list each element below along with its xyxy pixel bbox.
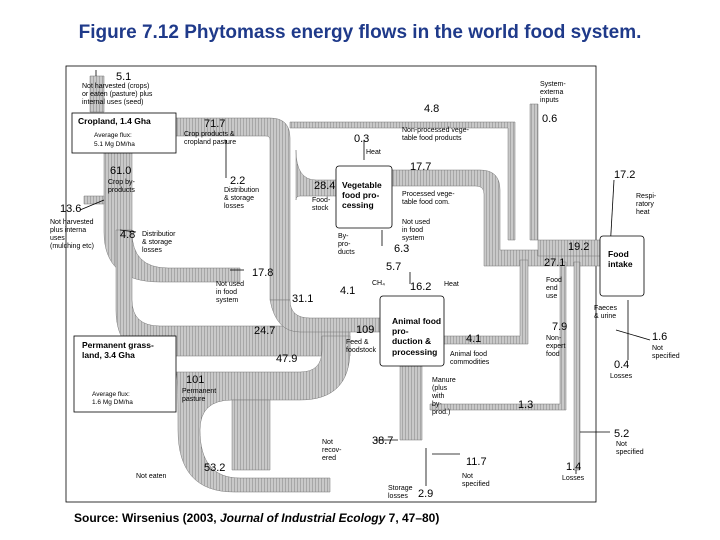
animal-title-4: processing bbox=[392, 347, 438, 357]
label-processed-veg-2: table food com. bbox=[402, 199, 450, 206]
label-not-used-3: system bbox=[216, 297, 239, 304]
label-crop-products-2: cropland pasture bbox=[184, 139, 237, 146]
caption-journal: Journal of Industrial Ecology bbox=[219, 511, 386, 525]
flow-band-animal-commod bbox=[444, 260, 528, 344]
label-crop-products-1: Crop products & bbox=[184, 131, 235, 138]
animal-title-1: Animal food bbox=[392, 316, 442, 326]
label-heat-b: Heat bbox=[444, 281, 459, 288]
label-manure-1: Manure bbox=[432, 377, 456, 384]
label-dist-losses-b-3: losses bbox=[142, 247, 162, 254]
animal-title-2: pro- bbox=[392, 326, 409, 336]
label-crop-by-1: Crop by- bbox=[108, 179, 135, 186]
animal-box bbox=[380, 296, 444, 366]
figure-title: Figure 7.12 Phytomass energy flows in the world food system. bbox=[78, 22, 642, 43]
value-7-9: 7.9 bbox=[552, 321, 568, 333]
label-feed-foodstock-1: Feed & bbox=[346, 339, 369, 346]
grassland-sub-1: Average flux: bbox=[92, 391, 130, 398]
label-non-expert-3: food bbox=[546, 351, 560, 358]
label-system-ext-2: externa bbox=[540, 89, 564, 96]
value-0-4: 0.4 bbox=[614, 359, 630, 371]
label-not-specified-a-2: specified bbox=[652, 353, 680, 360]
value-38-7: 38.7 bbox=[372, 435, 394, 447]
label-not-harvested-1: Not harvested (crops) bbox=[82, 83, 150, 90]
label-not-harvested2-3: uses bbox=[50, 235, 65, 242]
cropland-box bbox=[72, 113, 176, 153]
label-not-used-1: Not used bbox=[216, 281, 245, 288]
value-0-6: 0.6 bbox=[542, 113, 558, 125]
label-not-harvested2-2: plus interna bbox=[50, 227, 87, 234]
value-11-7: 11.7 bbox=[466, 456, 487, 468]
label-perm-pasture-2: pasture bbox=[182, 396, 206, 403]
value-5-7: 5.7 bbox=[386, 261, 402, 273]
label-food-end-use-1: Food bbox=[546, 277, 562, 284]
label-heat-a: Heat bbox=[366, 149, 381, 156]
label-resp-heat-3: heat bbox=[636, 209, 650, 216]
value-27-1: 27.1 bbox=[544, 257, 566, 269]
label-not-used-2: in food bbox=[216, 289, 238, 296]
caption-prefix: Source: Wirsenius (2003, bbox=[74, 511, 220, 525]
grassland-box bbox=[74, 336, 176, 412]
vegetable-title-1: Vegetable bbox=[342, 180, 382, 190]
flow-band-not-harvested-2 bbox=[84, 196, 104, 204]
label-manure-5: prod.) bbox=[432, 409, 451, 416]
grassland-title-1: Permanent grass- bbox=[82, 340, 154, 350]
label-losses-b: Losses bbox=[562, 475, 585, 482]
value-0-3: 0.3 bbox=[354, 133, 370, 145]
label-by-products-1: By- bbox=[338, 233, 349, 240]
value-4-8-a: 4.8 bbox=[120, 229, 136, 241]
value-1-4: 1.4 bbox=[566, 461, 582, 473]
animal-title-3: duction & bbox=[392, 336, 432, 346]
flow-band-losses bbox=[574, 262, 580, 470]
value-1-6: 1.6 bbox=[652, 331, 668, 343]
label-dist-losses-a-1: Distribution bbox=[224, 187, 260, 194]
value-47-9: 47.9 bbox=[276, 353, 298, 365]
flow-band-not-eaten bbox=[232, 400, 270, 470]
label-animal-commod-1: Animal food bbox=[450, 351, 487, 358]
label-not-harvested2-4: (mulching etc) bbox=[50, 243, 94, 250]
grassland-sub-2: 1.6 Mg DM/ha bbox=[92, 399, 133, 406]
label-not-harvested2-1: Not harvested bbox=[50, 219, 94, 226]
flow-band-external bbox=[530, 104, 538, 240]
value-1-3: 1.3 bbox=[518, 399, 534, 411]
label-not-used2-1: Not used bbox=[402, 219, 431, 226]
vegetable-box bbox=[336, 166, 392, 228]
vegetable-title-3: cessing bbox=[342, 200, 374, 210]
label-manure-3: with bbox=[432, 393, 445, 400]
label-processed-veg-1: Processed vege- bbox=[402, 191, 455, 198]
label-manure-4: by- bbox=[432, 401, 442, 408]
label-not-recov-2: recov- bbox=[322, 447, 342, 454]
label-system-ext-1: System- bbox=[540, 81, 566, 88]
value-61-0: 61.0 bbox=[110, 165, 132, 177]
label-ch4: CH₄ bbox=[372, 280, 385, 287]
label-storage-losses-1: Storage bbox=[388, 485, 413, 492]
value-4-1-a: 4.1 bbox=[340, 285, 356, 297]
label-non-expert-2: expert bbox=[546, 343, 566, 350]
value-17-2: 17.2 bbox=[614, 169, 636, 181]
label-dist-losses-a-3: losses bbox=[224, 203, 244, 210]
grassland-title-2: land, 3.4 Gha bbox=[82, 350, 135, 360]
label-not-specified-b-1: Not bbox=[462, 473, 473, 480]
label-not-recov-3: ered bbox=[322, 455, 337, 462]
intake-title-2: intake bbox=[608, 259, 633, 269]
label-not-specified-c-1: Not bbox=[616, 441, 627, 448]
value-28-4: 28.4 bbox=[314, 180, 336, 192]
label-losses: Losses bbox=[610, 373, 633, 380]
value-5-1: 5.1 bbox=[116, 71, 132, 83]
label-non-processed-1: Non-processed vege- bbox=[402, 127, 469, 134]
label-non-processed-2: table food products bbox=[402, 135, 462, 142]
value-19-2: 19.2 bbox=[568, 241, 590, 253]
label-feed-foodstock-2: foodstock bbox=[346, 347, 376, 354]
label-manure-2: (plus bbox=[432, 385, 448, 392]
value-24-7: 24.7 bbox=[254, 325, 276, 337]
vegetable-title-2: food pro- bbox=[342, 190, 380, 200]
value-31-1: 31.1 bbox=[292, 293, 314, 305]
value-5-2: 5.2 bbox=[614, 428, 630, 440]
value-6-3: 6.3 bbox=[394, 243, 410, 255]
cropland-title: Cropland, 1.4 Gha bbox=[78, 116, 151, 126]
label-not-used2-2: in food bbox=[402, 227, 424, 234]
label-not-harvested-3: internal uses (seed) bbox=[82, 99, 144, 106]
label-faeces-2: & urine bbox=[594, 313, 617, 320]
label-dist-losses-b-2: & storage bbox=[142, 239, 172, 246]
value-2-2: 2.2 bbox=[230, 175, 246, 187]
value-53-2: 53.2 bbox=[204, 462, 226, 474]
label-food-end-use-3: use bbox=[546, 293, 558, 300]
value-71-7: 71.7 bbox=[204, 118, 226, 130]
source-caption bbox=[74, 511, 439, 525]
label-food-stock-1: Food- bbox=[312, 197, 331, 204]
cropland-sub-2: 5.1 Mg DM/ha bbox=[94, 141, 135, 148]
label-by-products-2: pro- bbox=[338, 241, 351, 248]
label-animal-commod-2: commodities bbox=[450, 359, 490, 366]
intake-title-1: Food bbox=[608, 249, 629, 259]
label-by-products-3: ducts bbox=[338, 249, 355, 256]
flow-band-foodstock bbox=[296, 150, 336, 200]
value-4-1-b: 4.1 bbox=[466, 333, 482, 345]
label-system-ext-3: inputs bbox=[540, 97, 559, 104]
label-not-specified-c-2: specified bbox=[616, 449, 644, 456]
value-109: 109 bbox=[356, 324, 375, 336]
value-2-9: 2.9 bbox=[418, 488, 434, 500]
value-13-6: 13.6 bbox=[60, 203, 82, 215]
label-not-specified-b-2: specified bbox=[462, 481, 490, 488]
label-dist-losses-a-2: & storage bbox=[224, 195, 254, 202]
label-resp-heat-2: ratory bbox=[636, 201, 654, 208]
intake-box bbox=[600, 236, 644, 296]
label-crop-by-2: products bbox=[108, 187, 135, 194]
label-perm-pasture-1: Permanent bbox=[182, 388, 217, 395]
label-food-end-use-2: end bbox=[546, 285, 558, 292]
label-not-specified-a-1: Not bbox=[652, 345, 663, 352]
value-17-8: 17.8 bbox=[252, 267, 274, 279]
label-not-used2-3: system bbox=[402, 235, 425, 242]
label-not-recov-1: Not bbox=[322, 439, 333, 446]
label-resp-heat-1: Respi- bbox=[636, 193, 657, 200]
value-16-2: 16.2 bbox=[410, 281, 432, 293]
label-not-eaten: Not eaten bbox=[136, 473, 167, 480]
flow-band-manure bbox=[400, 366, 422, 440]
label-storage-losses-2: losses bbox=[388, 493, 408, 500]
caption-suffix: 7, 47–80) bbox=[385, 511, 440, 525]
value-4-8-b: 4.8 bbox=[424, 103, 440, 115]
value-17-7: 17.7 bbox=[410, 161, 432, 173]
label-non-expert-1: Non- bbox=[546, 335, 562, 342]
label-dist-losses-b-1: Distributior bbox=[142, 231, 176, 238]
label-faeces-1: Faeces bbox=[594, 305, 617, 312]
value-101: 101 bbox=[186, 374, 205, 386]
label-food-stock-2: stock bbox=[312, 205, 329, 212]
cropland-sub-1: Average flux: bbox=[94, 132, 132, 139]
label-not-harvested-2: or eaten (pasture) plus bbox=[82, 91, 153, 98]
